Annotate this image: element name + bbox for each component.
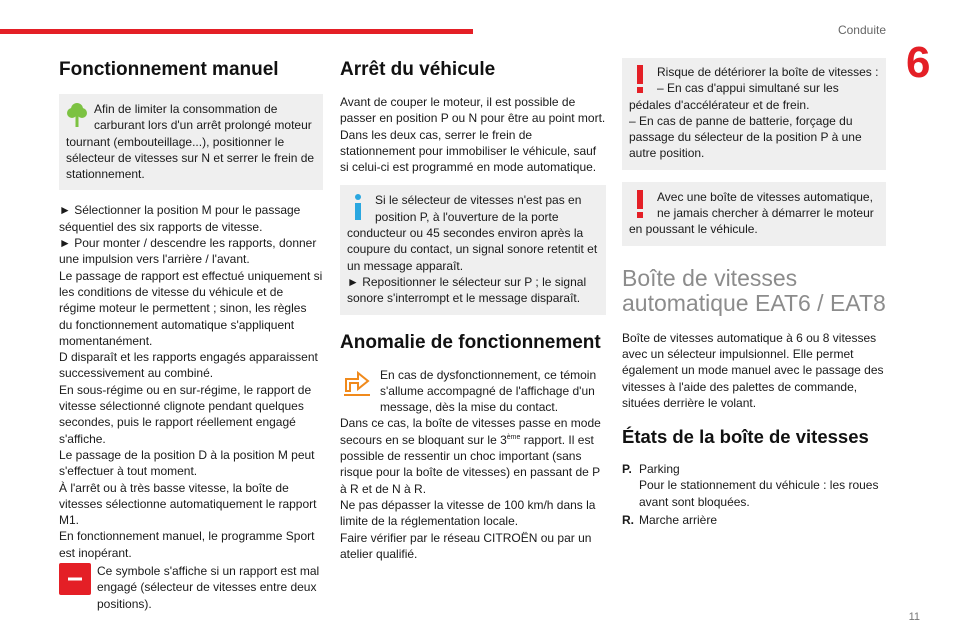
paragraph: D disparaît et les rapports engagés apparaissent successivement au combiné. bbox=[59, 350, 318, 381]
paragraph: Faire vérifier par le réseau CITROËN ou par un atelier qualifié. bbox=[340, 530, 592, 561]
eco-leaf-icon bbox=[66, 101, 88, 131]
info-box bbox=[340, 185, 606, 314]
chapter-number: 6 bbox=[906, 38, 931, 87]
heading-vehicle-stop: Arrêt du véhicule bbox=[340, 59, 496, 80]
paragraph: ► Pour monter / descendre les rapports, donner une impulsion vers l'arrière / l'avant. bbox=[59, 236, 317, 267]
paragraph: Le passage de rapport est effectué uniquement si les conditions de vitesse du véhicule et de régime moteur le permettent ; sinon, les règles du fonctionnement automatique s'appliquent momentanément. bbox=[59, 268, 323, 348]
heading-gearbox-states: États de la boîte de vitesses bbox=[622, 426, 869, 448]
state-label: Parking bbox=[639, 462, 680, 477]
page-number: 11 bbox=[908, 611, 920, 623]
paragraph: Le passage de la position D à la position M peut s'effectuer à tout moment. bbox=[59, 447, 315, 479]
column-2 bbox=[340, 58, 606, 562]
warning-exclamation-icon bbox=[629, 64, 651, 94]
section-name: Conduite bbox=[837, 23, 886, 37]
paragraph: Ne pas dépasser la vitesse de 100 km/h dans la limite de la réglementation locale. bbox=[340, 497, 596, 529]
paragraph: En sous-régime ou en sur-régime, le rapport de vitesse sélectionné clignote pendant quelques secondes, puis le rapport réellement engagé s'affiche. bbox=[59, 382, 312, 446]
info-icon bbox=[347, 192, 369, 222]
warning-text: Risque de détériorer la boîte de vitesses : bbox=[657, 65, 879, 79]
paragraph: À l'arrêt ou à très basse vitesse, la boîte de vitesses sélectionne automatiquement le rapport M1. bbox=[59, 480, 317, 528]
warning-exclamation-icon bbox=[629, 189, 651, 219]
eco-note-box bbox=[59, 94, 323, 190]
gear-fault-symbol-icon bbox=[59, 563, 91, 599]
paragraph: Avant de couper le moteur, il est possible de passer en position P ou N pour être au point mort. bbox=[340, 95, 606, 126]
paragraph: Dans les deux cas, serrer le frein de stationnement pour immobiliser le véhicule, sauf si celui-ci est programmé en mode automatique. bbox=[340, 127, 597, 175]
state-key: P. bbox=[622, 462, 632, 477]
list-item bbox=[622, 512, 886, 528]
eco-note-text: Afin de limiter la consommation de carburant lors d'un arrêt prolongé moteur tournant (embouteillage...), positionner le sélecteur de vitesses sur N et serrer le frein de stationnement. bbox=[66, 102, 315, 182]
paragraph: En cas de dysfonctionnement, ce témoin s'allume accompagné de l'affichage d'un message, dès la mise du contact. bbox=[380, 367, 597, 415]
state-label: Marche arrière bbox=[639, 513, 718, 528]
gearbox-warning-light-icon bbox=[340, 367, 374, 403]
warning-box bbox=[622, 58, 886, 170]
heading-malfunction: Anomalie de fonctionnement bbox=[340, 331, 601, 353]
column-1 bbox=[59, 58, 323, 612]
column-3 bbox=[622, 58, 886, 528]
paragraph: Dans ce cas, la boîte de vitesses passe en mode secours en se bloquant sur le 3ème rapport. Il est possible de ressentir un choc important (sans risque pour la boîte de vitesses) en passant de P à R et de N à R. bbox=[340, 416, 601, 496]
warning-text: – En cas d'appui simultané sur les pédales d'accélérateur et de frein. bbox=[629, 81, 839, 112]
warning-text: Avec une boîte de vitesses automatique, ne jamais chercher à démarrer le moteur en poussant le véhicule. bbox=[629, 189, 874, 237]
heading-eat-gearbox: Boîte de vitesses automatique EAT6 / EAT8 bbox=[622, 264, 886, 316]
paragraph: En fonctionnement manuel, le programme Sport est inopérant. bbox=[59, 529, 315, 560]
paragraph: ► Sélectionner la position M pour le passage séquentiel des six rapports de vitesse. bbox=[59, 203, 301, 234]
heading-manual-mode: Fonctionnement manuel bbox=[59, 59, 279, 80]
info-text: ► Repositionner le sélecteur sur P ; le signal sonore s'interrompt et le message disparaît. bbox=[347, 274, 587, 306]
list-item bbox=[622, 461, 886, 510]
info-text: Si le sélecteur de vitesses n'est pas en position P, à l'ouverture de la porte conducteur ou 45 secondes environ après la coupure du contact, un signal sonore retentit et un message apparaît. bbox=[347, 193, 598, 273]
header-accent-bar bbox=[0, 29, 473, 34]
paragraph: Ce symbole s'affiche si un rapport est mal engagé (sélecteur de vitesses entre deux positions). bbox=[97, 564, 320, 611]
state-key: R. bbox=[622, 513, 634, 528]
state-desc: Pour le stationnement du véhicule : les roues avant sont bloquées. bbox=[639, 478, 879, 509]
paragraph: Boîte de vitesses automatique à 6 ou 8 vitesses avec un sélecteur impulsionnel. Elle permet également un mode manuel avec le passage des vitesses à l'aide des palettes de commande, situées derrière le volant. bbox=[622, 330, 884, 410]
warning-box bbox=[622, 182, 886, 246]
warning-text: – En cas de panne de batterie, forçage du passage du sélecteur de la position P à une autre position. bbox=[629, 113, 862, 161]
